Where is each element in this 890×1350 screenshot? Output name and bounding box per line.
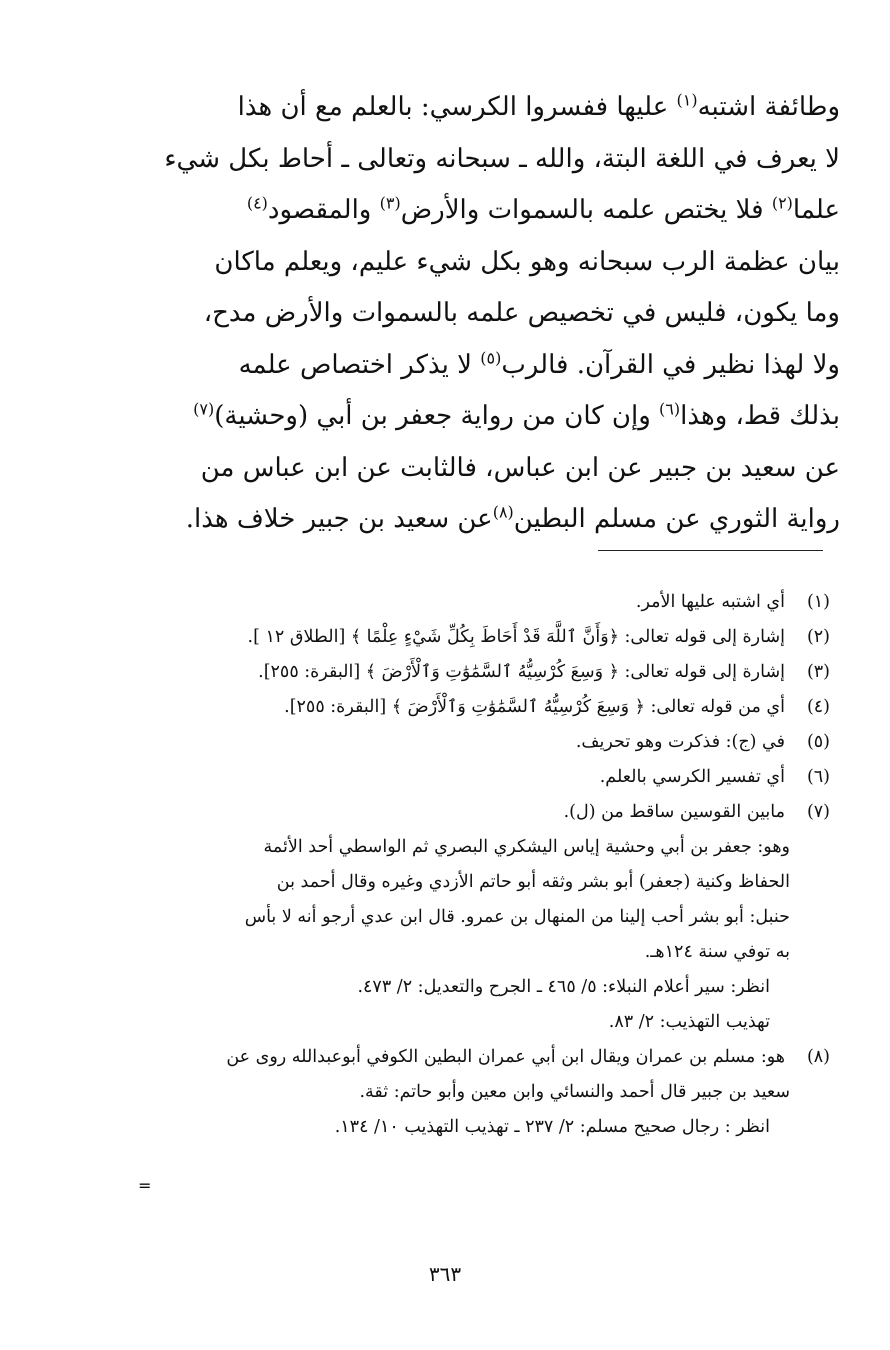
footnote-text: أي تفسير الكرسي بالعلم. xyxy=(599,767,785,787)
footnote-text: إشارة إلى قوله تعالى: ﴿ وَسِعَ كُرْسِيُّهُ ٱلسَّمَٰوَٰتِ وَٱلْأَرْضَ ﴾ [البقرة: ٢٥٥]. xyxy=(258,662,785,682)
footnote-4 xyxy=(140,690,830,725)
footnote-ref-7: (٧) xyxy=(193,399,215,419)
footnote-7-reference: تهذيب التهذيب: ٢/ ٨٣. xyxy=(608,1012,770,1032)
footnote-7-reference: انظر: سير أعلام النبلاء: ٥/ ٤٦٥ ـ الجرح والتعديل: ٢/ ٤٧٣. xyxy=(357,977,770,997)
footnote-7-continuation: الحفاظ وكنية (جعفر) أبو بشر وثقه أبو حاتم الأزدي وغيره وقال أحمد بن xyxy=(276,872,790,892)
footnote-text: هو: مسلم بن عمران ويقال ابن أبي عمران البطين الكوفي أبوعبدالله روى عن xyxy=(226,1047,785,1067)
line-text: رواية الثوري عن مسلم البطين xyxy=(513,504,840,534)
footnote-number: (٢) xyxy=(806,627,830,647)
line-text: عليها ففسروا الكرسي: بالعلم مع أن هذا xyxy=(237,92,677,122)
line-text: وما يكون، فليس في تخصيص علمه بالسموات والأرض مدح، xyxy=(203,298,840,328)
text-line-7 xyxy=(150,391,840,443)
line-text: علما xyxy=(792,195,840,225)
footnote-ref-8: (٨) xyxy=(492,502,514,522)
text-line-4 xyxy=(150,237,840,289)
footnote-number: (٨) xyxy=(806,1047,830,1067)
footnote-text: إشارة إلى قوله تعالى: ﴿وَأَنَّ ٱللَّهَ قَدْ أَحَاطَ بِكُلِّ شَيْءٍ عِلْمًا ﴾ [الطلاق ١٢ ]. xyxy=(247,627,785,647)
footnote-number: (٧) xyxy=(806,802,830,822)
footnote-ref-6: (٦) xyxy=(659,399,681,419)
footnote-6 xyxy=(140,760,830,795)
line-text: عن سعيد بن جبير عن ابن عباس، فالثابت عن ابن عباس من xyxy=(200,452,840,483)
footnote-number: (٤) xyxy=(806,697,830,717)
footnote-8-continuation: سعيد بن جبير قال أحمد والنسائي وابن معين وأبو حاتم: ثقة. xyxy=(359,1082,790,1102)
line-text: والمقصود xyxy=(267,195,380,225)
line-text: عن سعيد بن جبير خلاف هذا. xyxy=(185,504,493,534)
line-text: فلا يختص علمه بالسموات والأرض xyxy=(400,195,772,225)
line-text: وطائفة اشتبه xyxy=(697,92,840,122)
footnote-5 xyxy=(140,725,830,760)
footnote-text: أي من قوله تعالى: ﴿ وَسِعَ كُرْسِيُّهُ ٱلسَّمَٰوَٰتِ وَٱلْأَرْضَ ﴾ [البقرة: ٢٥٥]. xyxy=(284,697,785,717)
text-line-3 xyxy=(150,185,840,237)
line-text: بيان عظمة الرب سبحانه وهو بكل شيء عليم، ويعلم ماكان xyxy=(214,246,840,277)
footnote-8-reference: انظر : رجال صحيح مسلم: ٢/ ٢٣٧ ـ تهذيب التهذيب ١٠/ ١٣٤. xyxy=(334,1117,770,1137)
footnote-2 xyxy=(140,620,830,655)
footnote-3 xyxy=(140,655,830,690)
footnote-number: (١) xyxy=(806,592,830,612)
footnote-7-continuation: به توفي سنة ١٢٤هـ. xyxy=(644,942,790,962)
footnote-7-continuation: حنبل: أبو بشر أحب إلينا من المنهال بن عمرو. قال ابن عدي أرجو أنه لا بأس xyxy=(244,907,790,927)
footnote-ref-5: (٥) xyxy=(480,347,502,367)
text-line-5 xyxy=(150,288,840,340)
footnote-number: (٣) xyxy=(806,662,830,682)
line-text: بذلك قط، وهذا xyxy=(680,401,840,431)
text-line-9 xyxy=(150,494,840,546)
line-text: لا يعرف في اللغة البتة، والله ـ سبحانه وتعالى ـ أحاط بكل شيء xyxy=(164,143,840,174)
main-text xyxy=(150,82,840,546)
page-number: ٣٦٣ xyxy=(428,1262,462,1286)
footnote-separator xyxy=(598,550,823,551)
line-text: لا يذكر اختصاص علمه xyxy=(238,349,481,380)
line-text: ولا لهذا نظير في القرآن. فالرب xyxy=(501,349,840,380)
footnote-number: (٥) xyxy=(806,732,830,752)
footnote-ref-1: (١) xyxy=(676,90,698,110)
text-line-6 xyxy=(150,340,840,392)
footnotes xyxy=(140,585,830,1145)
footnote-1 xyxy=(140,585,830,620)
text-line-2 xyxy=(150,134,840,186)
footnote-ref-4: (٤) xyxy=(246,193,268,213)
footnote-7-continuation: وهو: جعفر بن أبي وحشية إياس اليشكري البصري ثم الواسطي أحد الأئمة xyxy=(263,837,790,857)
footnote-text: مابين القوسين ساقط من (ل). xyxy=(563,802,785,822)
footnote-8 xyxy=(140,1040,830,1075)
footnote-7 xyxy=(140,795,830,830)
footnote-text: في (ج): فذكرت وهو تحريف. xyxy=(575,732,785,752)
text-line-8 xyxy=(150,443,840,495)
line-text: وإن كان من رواية جعفر بن أبي (وحشية) xyxy=(214,401,660,431)
footnote-ref-3: (٣) xyxy=(379,193,401,213)
text-line-1 xyxy=(150,82,840,134)
footnote-ref-2: (٢) xyxy=(771,193,793,213)
footnote-text: أي اشتبه عليها الأمر. xyxy=(635,592,785,612)
footnote-number: (٦) xyxy=(806,767,830,787)
stray-mark: = xyxy=(138,1176,152,1195)
